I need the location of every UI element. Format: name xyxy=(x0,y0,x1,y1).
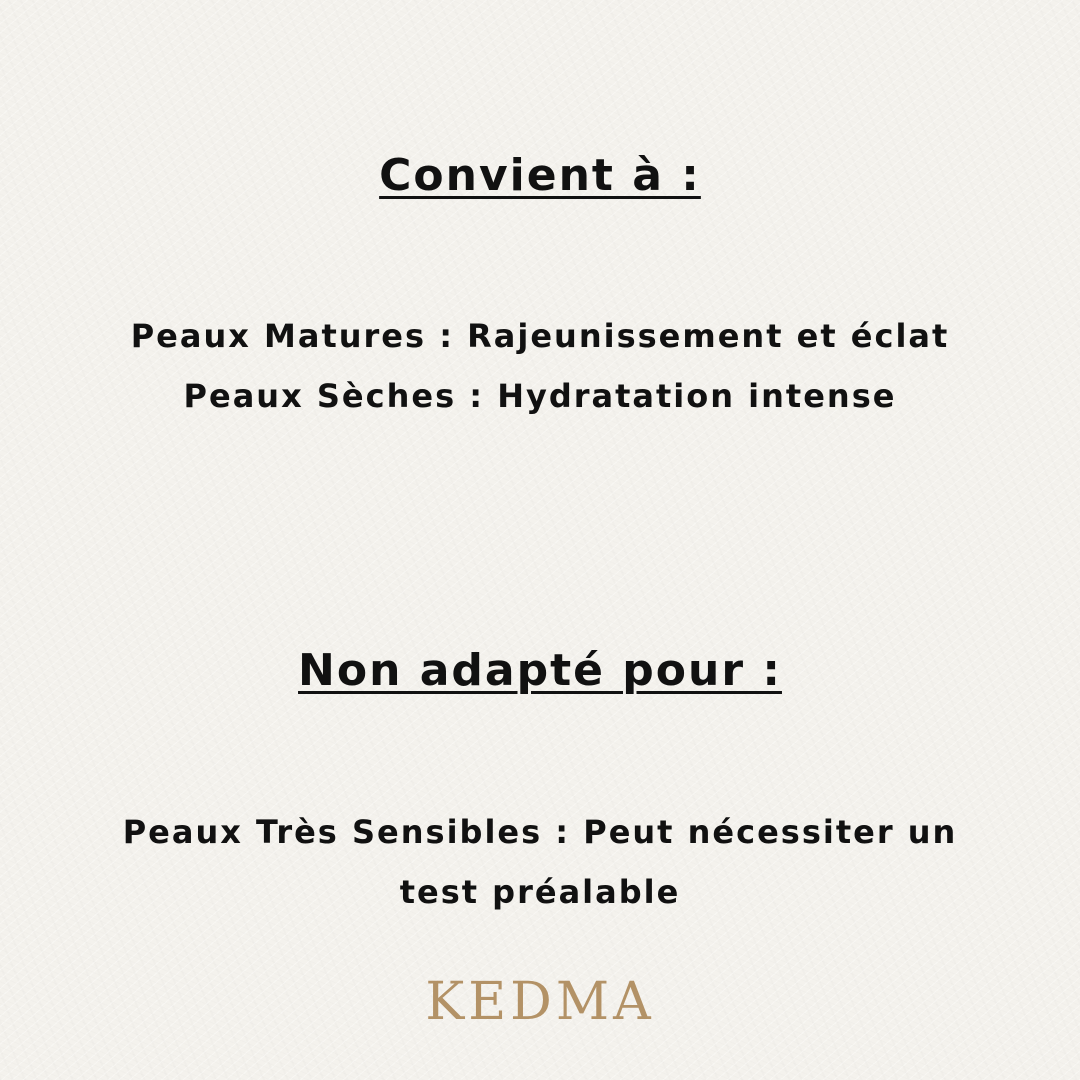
unsuitable-heading xyxy=(0,645,1080,696)
suitable-heading-text: Convient à : xyxy=(379,150,701,201)
suitable-heading xyxy=(0,150,1080,201)
unsuitable-list xyxy=(60,802,1020,922)
suitable-item-mature-skin: Peaux Matures : Rajeunissement et éclat xyxy=(130,317,950,355)
unsuitable-heading-text: Non adapté pour : xyxy=(298,645,782,696)
unsuitable-item-sensitive-skin-line1: Peaux Très Sensibles : Peut nécessiter un xyxy=(122,813,958,851)
unsuitable-item-sensitive-skin-line2: test préalable xyxy=(399,873,681,911)
suitable-list xyxy=(60,306,1020,426)
suitable-item-dry-skin: Peaux Sèches : Hydratation intense xyxy=(183,377,897,415)
brand-logo: KEDMA xyxy=(425,972,655,1032)
